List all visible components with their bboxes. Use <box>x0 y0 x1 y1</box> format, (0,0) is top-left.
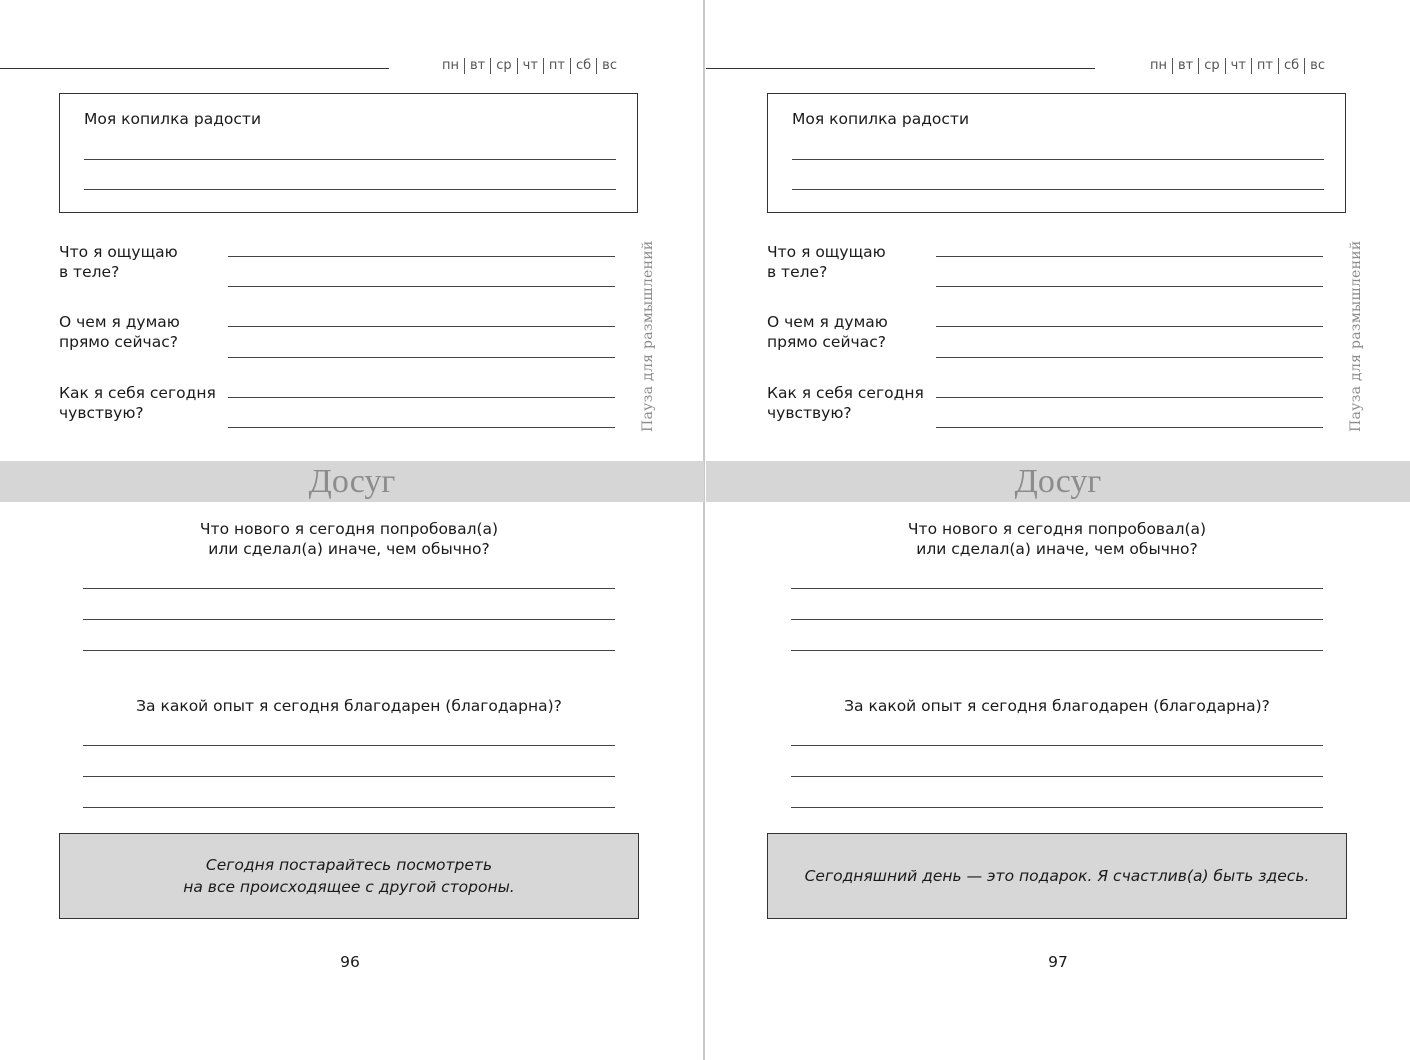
writing-line[interactable] <box>791 807 1323 808</box>
writing-line[interactable] <box>228 397 615 398</box>
prompt-body: Что я ощущаю в теле? <box>59 243 178 281</box>
weekday-mon[interactable]: пн <box>1150 58 1167 73</box>
page-left <box>0 0 704 1060</box>
weekday-sat[interactable]: сб <box>570 58 596 74</box>
weekday-tue[interactable]: вт <box>464 58 490 74</box>
weekday-wed[interactable]: ср <box>1198 58 1224 74</box>
prompt-feelings: Как я себя сегодня чувствую? <box>767 384 924 422</box>
joy-box <box>767 93 1346 213</box>
writing-line[interactable] <box>936 427 1323 428</box>
writing-line[interactable] <box>792 189 1324 190</box>
writing-line[interactable] <box>83 776 615 777</box>
date-line <box>706 68 1095 69</box>
prompt-thoughts: О чем я думаю прямо сейчас? <box>59 313 180 351</box>
quote-box <box>59 833 639 919</box>
weekday-fri[interactable]: пт <box>1251 58 1278 74</box>
question-new: Что нового я сегодня попробовал(а) или сделал(а) иначе, чем обычно? <box>907 520 1207 558</box>
weekday-sat[interactable]: сб <box>1278 58 1304 74</box>
page-right <box>706 0 1410 1060</box>
question-new: Что нового я сегодня попробовал(а) или сделал(а) иначе, чем обычно? <box>199 520 499 558</box>
prompt-body: Что я ощущаю в теле? <box>767 243 886 281</box>
question-grateful: За какой опыт я сегодня благодарен (благодарна)? <box>136 697 562 715</box>
prompt-feelings: Как я себя сегодня чувствую? <box>59 384 216 422</box>
writing-line[interactable] <box>228 357 615 358</box>
weekday-selector <box>1145 56 1330 76</box>
weekday-sun[interactable]: вс <box>1304 58 1330 74</box>
writing-line[interactable] <box>83 650 615 651</box>
writing-line[interactable] <box>83 745 615 746</box>
page-number: 97 <box>1048 953 1068 971</box>
page-number: 96 <box>340 953 360 971</box>
weekday-tue[interactable]: вт <box>1172 58 1198 74</box>
section-title: Досуг <box>1014 463 1102 500</box>
date-line <box>0 68 389 69</box>
weekday-fri[interactable]: пт <box>543 58 570 74</box>
writing-line[interactable] <box>791 745 1323 746</box>
question-grateful: За какой опыт я сегодня благодарен (благодарна)? <box>844 697 1270 715</box>
writing-line[interactable] <box>936 326 1323 327</box>
writing-line[interactable] <box>792 159 1324 160</box>
writing-line[interactable] <box>791 650 1323 651</box>
writing-line[interactable] <box>936 286 1323 287</box>
quote-text: Сегодня постарайтесь посмотреть на все происходящее с другой стороны. <box>183 856 515 896</box>
section-title: Досуг <box>308 463 396 500</box>
joy-box <box>59 93 638 213</box>
weekday-thu[interactable]: чт <box>517 58 543 74</box>
weekday-selector <box>437 56 622 76</box>
writing-line[interactable] <box>791 619 1323 620</box>
writing-line[interactable] <box>228 286 615 287</box>
writing-line[interactable] <box>84 189 616 190</box>
prompt-thoughts: О чем я думаю прямо сейчас? <box>767 313 888 351</box>
writing-line[interactable] <box>83 588 615 589</box>
weekday-wed[interactable]: ср <box>490 58 516 74</box>
weekday-sun[interactable]: вс <box>596 58 622 74</box>
writing-line[interactable] <box>936 256 1323 257</box>
writing-line[interactable] <box>228 256 615 257</box>
writing-line[interactable] <box>791 588 1323 589</box>
side-label: Пауза для размышлений <box>640 240 656 432</box>
writing-line[interactable] <box>83 619 615 620</box>
joy-box-title: Моя копилка радости <box>84 110 262 128</box>
joy-box-title: Моя копилка радости <box>792 110 970 128</box>
weekday-mon[interactable]: пн <box>442 58 459 73</box>
side-label: Пауза для размышлений <box>1348 240 1364 432</box>
writing-line[interactable] <box>936 357 1323 358</box>
writing-line[interactable] <box>83 807 615 808</box>
writing-line[interactable] <box>791 776 1323 777</box>
quote-text: Сегодняшний день — это подарок. Я счастлив(а) быть здесь. <box>804 867 1310 885</box>
writing-line[interactable] <box>84 159 616 160</box>
quote-box <box>767 833 1347 919</box>
writing-line[interactable] <box>936 397 1323 398</box>
weekday-thu[interactable]: чт <box>1225 58 1251 74</box>
writing-line[interactable] <box>228 427 615 428</box>
writing-line[interactable] <box>228 326 615 327</box>
